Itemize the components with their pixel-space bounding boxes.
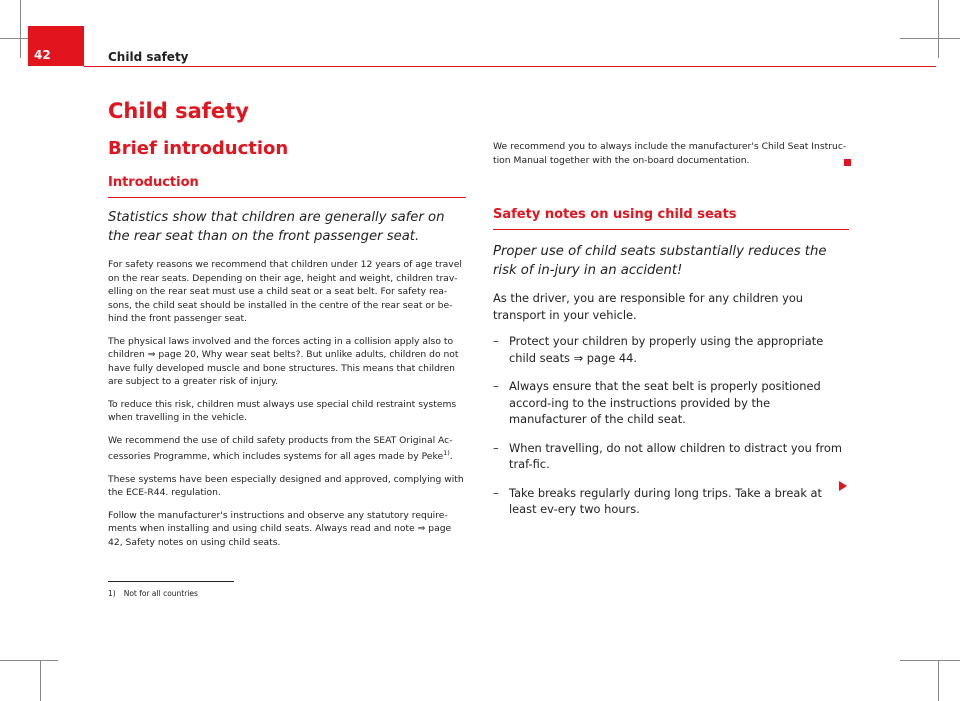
footnote-rule (108, 581, 234, 582)
chapter-title: Child safety (108, 99, 249, 123)
crop-mark (900, 38, 960, 39)
dash-bullet: – (493, 440, 499, 455)
crop-mark (938, 0, 939, 58)
running-title: Child safety (108, 50, 189, 64)
crop-mark (40, 660, 41, 701)
list-item (493, 485, 849, 518)
crop-mark (20, 0, 21, 58)
paragraph: Follow the manufacturer's instructions and observe any statutory require-ments when installing and using child seats. Always read and note ⇒ page 42, Safety notes on using child seats. (108, 509, 452, 548)
paragraph: The physical laws involved and the forces acting in a collision apply also to children ⇒ page 20, Why wear seat belts?. But unlike adults, children do not have fully developed muscle and bone structures. This means that children are subject to a greater risk of injury. (108, 335, 459, 387)
list-item-text: Take breaks regularly during long trips. Take a break at least ev-ery two hours. (509, 485, 822, 516)
left-column (108, 96, 466, 549)
paragraph: As the driver, you are responsible for any children you transport in your vehicle. (493, 291, 804, 322)
paragraph: For safety reasons we recommend that children under 12 years of age travel on the rear seats. Depending on their age, height and weight, children trav-elling on the rear seat must use a child seat or a seat belt. For safety rea-sons, the child seat should be installed in the centre of the rear seat or be-hind the front passenger seat. (108, 259, 462, 324)
dash-bullet: – (493, 485, 499, 500)
list-item (493, 378, 849, 428)
continue-arrow-icon (839, 481, 847, 491)
list-item-text: Protect your children by properly using the appropriate child seats ⇒ page 44. (509, 334, 824, 365)
list-item (493, 333, 849, 366)
footnote-ref: 1) (443, 449, 450, 457)
list-item (493, 440, 849, 473)
footnote-text: Not for all countries (123, 589, 198, 598)
paragraph (108, 434, 466, 464)
section-title: Safety notes on using child seats (493, 207, 737, 222)
footnote-mark: 1) (108, 589, 116, 598)
list-item-text: When travelling, do not allow children to distract you from traf-fic. (509, 440, 842, 471)
right-column (493, 206, 849, 530)
section-title: Brief introduction (108, 138, 289, 159)
subsection-title: Introduction (108, 175, 199, 190)
section-rule (493, 229, 849, 230)
header-rule (84, 66, 936, 67)
page-number: 42 (28, 26, 84, 66)
dash-bullet: – (493, 379, 499, 393)
paragraph: These systems have been especially designed and approved, complying with the ECE-R44. regulation. (108, 473, 464, 499)
paragraph-text: We recommend the use of child safety products from the SEAT Original Ac-cessories Programme, which includes systems for all ages made by Peke (108, 434, 453, 463)
lead-text: Statistics show that children are generally safer on the rear seat than on the front passenger seat. (108, 210, 445, 244)
subsection-heading (108, 174, 466, 198)
paragraph-end: . (449, 451, 453, 463)
lead-text: Proper use of child seats substantially reduces the risk of in-jury in an accident! (493, 244, 827, 278)
crop-mark (938, 660, 939, 701)
footnote (108, 589, 198, 598)
paragraph: We recommend you to always include the manufacturer's Child Seat Instruc-tion Manual together with the on-board documentation. (493, 141, 847, 166)
list-item-text: Always ensure that the seat belt is properly positioned accord-ing to the instructions provided by the manufacturer of the child seat. (509, 379, 821, 426)
dash-bullet: – (493, 334, 499, 348)
crop-mark (0, 660, 58, 661)
section-rule (108, 197, 466, 198)
section-end-marker (844, 159, 851, 166)
crop-mark (900, 660, 960, 661)
safety-list (493, 333, 849, 518)
paragraph: To reduce this risk, children must always use special child restraint systems when travelling in the vehicle. (108, 398, 457, 423)
